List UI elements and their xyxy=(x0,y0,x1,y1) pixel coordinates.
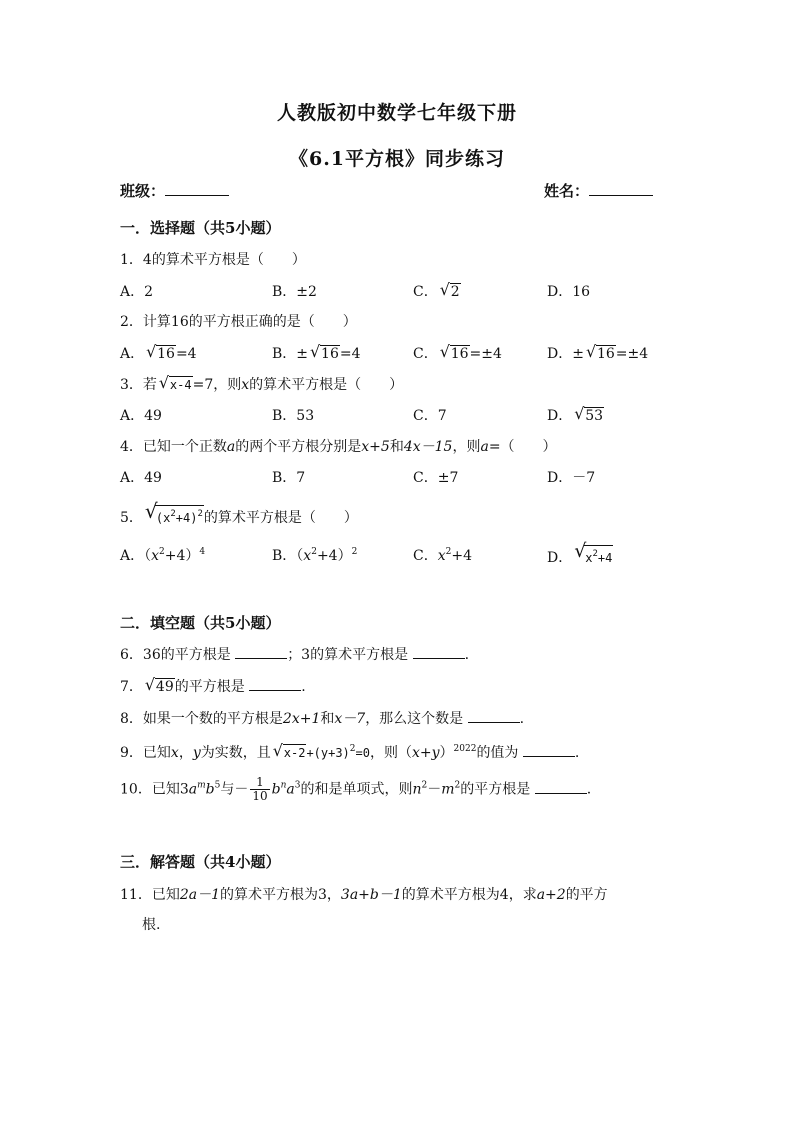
fraction: $\frac{1}{10}$ xyxy=(252,775,268,803)
answer-blank[interactable] xyxy=(249,677,301,691)
question-6: 6．36的平方根是 ；3的算术平方根是 . xyxy=(120,647,470,663)
answer-blank[interactable] xyxy=(523,743,575,757)
q4-option-b: B．7 xyxy=(272,470,306,486)
q2-option-d: D．± √ 16=±4 xyxy=(547,342,649,362)
question-1: 1．4的算术平方根是（ ） xyxy=(120,252,306,268)
q1-option-d: D．16 xyxy=(547,284,591,300)
answer-blank[interactable] xyxy=(468,709,520,723)
question-7: 7． √ 49的平方根是 . xyxy=(120,675,306,695)
page-subtitle: 《6.1平方根》同步练习 xyxy=(288,148,506,170)
q1-option-c: C． √ 2 xyxy=(413,280,460,300)
section-heading-answer: 三．解答题（共4小题） xyxy=(120,853,281,871)
class-label: 班级： xyxy=(120,182,166,200)
q5-option-a: A．$(x^2+4)^4$ xyxy=(120,547,206,564)
name-label: 姓名： xyxy=(544,182,590,200)
q5-option-c: C．$x^2+4$ xyxy=(413,547,472,564)
class-field xyxy=(120,180,229,201)
sqrt-symbol: √ 16 xyxy=(585,342,615,362)
q4-option-a: A．49 xyxy=(120,470,162,486)
q2-option-a: A． √ 16=4 xyxy=(120,342,197,362)
question-4: 4．已知一个正数a的两个平方根分别是x+5和4x－15，则a=（ ） xyxy=(120,439,557,455)
sqrt-symbol: √ 16 xyxy=(146,342,175,362)
name-field xyxy=(544,180,653,201)
sqrt-symbol: √ 16 xyxy=(310,342,339,362)
question-11: 11．已知2a－1的算术平方根为3，3a+b－1的算术平方根为4，求a+2的平方 xyxy=(120,887,608,903)
sqrt-symbol: √ 53 xyxy=(574,404,604,424)
answer-blank[interactable] xyxy=(413,645,465,659)
question-9: 9．已知x，y为实数，且 √ $x-2+(y+3)^2=0$，则$(x+y)^{2022}$的值为 . xyxy=(120,741,580,761)
question-11-continued: 根. xyxy=(142,917,161,933)
answer-blank[interactable] xyxy=(535,780,587,794)
q5-option-b: B．$(x^2+4)^2$ xyxy=(272,547,358,564)
q3-option-a: A．49 xyxy=(120,408,162,424)
q3-option-d: D． √ 53 xyxy=(547,404,604,424)
question-8: 8．如果一个数的平方根是2x+1和x－7，那么这个数是 . xyxy=(120,711,525,727)
question-2: 2．计算16的平方根正确的是（ ） xyxy=(120,314,357,330)
class-blank[interactable] xyxy=(165,181,229,196)
q3-option-b: B．53 xyxy=(272,408,315,424)
name-blank[interactable] xyxy=(589,181,653,196)
q2-option-c: C． √ 16=±4 xyxy=(413,342,502,362)
sqrt-symbol: √ x-4 xyxy=(158,373,192,392)
question-5: 5． √ $(x^2+4)^2$的算术平方根是（ ） xyxy=(120,499,358,526)
sqrt-symbol: √ 16 xyxy=(439,342,469,362)
answer-blank[interactable] xyxy=(235,645,287,659)
q3-option-c: C．7 xyxy=(413,408,447,424)
question-10: 10．已知$3a^mb^5$与－ $\frac{1}{10}$ $b^na^3$的和是单项式，则$n^2-m^2$的平方根是 . xyxy=(120,775,592,803)
q4-option-d: D．－7 xyxy=(547,470,596,486)
sqrt-symbol: √ $x^2+4$ xyxy=(574,540,613,565)
section-heading-fill: 二．填空题（共5小题） xyxy=(120,614,281,632)
q2-option-b: B．± √ 16=4 xyxy=(272,342,361,362)
q1-option-b: B．±2 xyxy=(272,284,317,300)
section-heading-choice: 一．选择题（共5小题） xyxy=(120,219,281,237)
sqrt-symbol: √ x-2 xyxy=(272,741,306,760)
sqrt-symbol: √ 2 xyxy=(439,280,460,300)
q5-option-d: D． √ $x^2+4$ xyxy=(547,540,613,566)
sqrt-symbol: √ 49 xyxy=(144,675,174,695)
question-3: 3．若 √ x-4=7，则x的算术平方根是（ ） xyxy=(120,373,404,393)
sqrt-symbol: √ $(x^2+4)^2$ xyxy=(144,499,203,525)
q4-option-c: C．±7 xyxy=(413,470,459,486)
q1-option-a: A．2 xyxy=(120,284,154,300)
page-title: 人教版初中数学七年级下册 xyxy=(276,102,517,124)
